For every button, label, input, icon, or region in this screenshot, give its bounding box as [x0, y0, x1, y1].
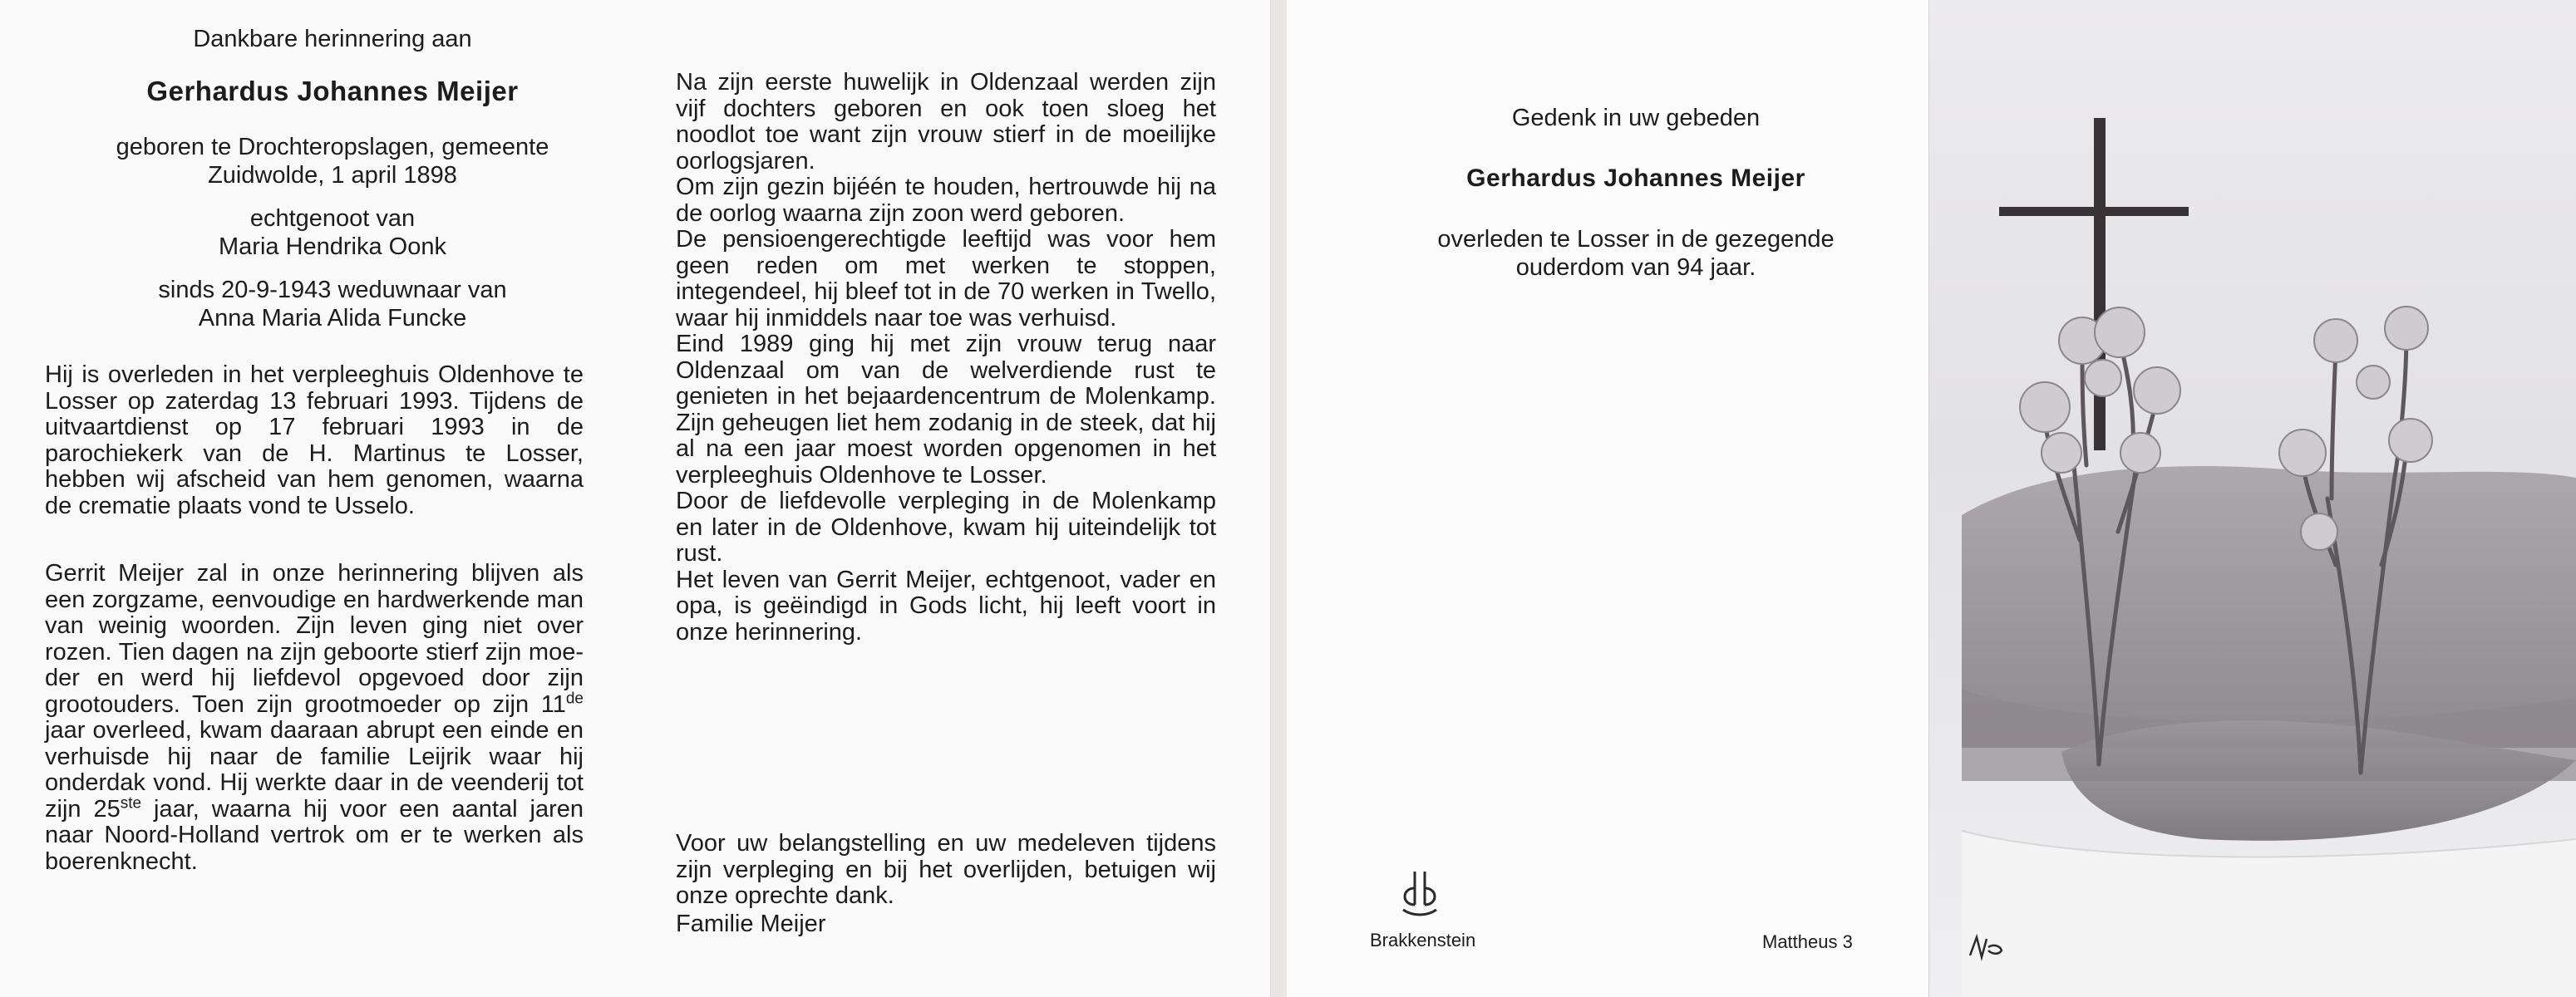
- spouse-info: [42, 204, 623, 261]
- bio-life-part: jaar, waarna hij voor een aantal jaren naar Noord-Holland vertrok om er te werken als boerenknecht.: [45, 795, 584, 875]
- birth-info: [42, 133, 623, 189]
- bio-paragraph: Na zijn eerste huwelijk in Oldenzaal werden zijn vijf dochters geboren en ook toen sloeg het noodlot toe want zijn vrouw stierf in de moeilijke oorlogsjaren.: [676, 69, 1216, 174]
- bio-column-2: [676, 70, 1216, 646]
- memorial-block: [1345, 104, 1927, 282]
- bio-life-text: [45, 561, 584, 875]
- widower-line: sinds 20-9-1943 weduwnaar van: [158, 277, 507, 303]
- deceased-name: Gerhardus Johannes Meijer: [1466, 165, 1805, 192]
- bio-life-part: jaar overleed, kwam daaraan abrupt een einde en verhuisde hij naar de familie Leijrik waar hij onderdak vond. Hij werkte daar in de veenderij tot zijn: [45, 717, 584, 823]
- bio-paragraph: Het leven van Gerrit Meijer, echtgenoot, vader en opa, is geëindigd in Gods licht, hij leeft voort in onze herinnering.: [676, 566, 1216, 646]
- left-page: [0, 0, 1270, 997]
- publisher-logo: [1370, 868, 1476, 951]
- birth-line: geboren te Drochteropslagen, gemeente: [116, 134, 549, 160]
- fold-line: [1270, 0, 1271, 997]
- bio-paragraph: De pensioengerechtigde leeftijd was voor hem geen reden om met werken te stoppen, integendeel, hij bleef tot in de 70 werken in Twello, waar hij inmiddels naar toe was verhuisd.: [676, 226, 1216, 332]
- cross-and-trees-painting: [1928, 0, 2576, 997]
- birth-line: Zuidwolde, 1 april 1898: [208, 162, 457, 189]
- ordinal-number: 25: [93, 795, 121, 823]
- thanks-text: Voor uw belangstelling en uw medeleven tijdens zijn verpleging en bij het overlijden, betuigen wij onze oprechte dank.: [676, 830, 1216, 909]
- death-line: overleden te Losser in de gezegende: [1437, 226, 1835, 253]
- widower-line: Anna Maria Alida Funcke: [198, 305, 467, 332]
- spouse-line: echtgenoot van: [249, 205, 416, 232]
- ordinal-suffix: ste: [120, 793, 142, 812]
- widower-info: [42, 276, 623, 332]
- bio-life-part: Gerrit Meijer zal in onze herinnering blijven als een zorgzame, eenvoudige en hardwerkende man van weinig woorden. Zijn leven ging niet over rozen. Tien dagen na zijn geboorte stierf zijn moeder en werd hij liefdevol opgevoed door zijn grootouders. Toen zijn grootmoeder op zijn: [45, 560, 584, 718]
- header-block: [42, 25, 623, 347]
- cross-horizontal: [1999, 207, 2189, 216]
- deceased-name: Gerhardus Johannes Meijer: [146, 76, 519, 106]
- bio-paragraph: Door de liefdevolle verpleging in de Molenkamp en later in de Oldenhove, kwam hij uiteindelijk tot rust.: [676, 488, 1216, 567]
- ordinal-suffix: de: [565, 689, 584, 707]
- bio-paragraph: Eind 1989 ging hij met zijn vrouw terug naar Oldenzaal om van de welverdiende rust te genieten in het bejaardencentrum de Molenkamp. Zijn geheugen liet hem zodanig in de steek, dat hij al na een jaar moest worden opgenomen in het verpleeghuis Oldenhove te Losser.: [676, 331, 1216, 489]
- cross-vertical: [2094, 118, 2106, 450]
- family-signature: Familie Meijer: [676, 910, 826, 937]
- bio-paragraph: Om zijn gezin bijéén te houden, hertrouwde hij na de oorlog waarna zijn zoon werd geboren.: [676, 174, 1216, 227]
- thanks-block: [676, 831, 1216, 937]
- ordinal-number: 11: [540, 690, 566, 718]
- bio-intro: [45, 362, 584, 536]
- greeting: Dankbare herinnering aan: [193, 26, 472, 52]
- death-line: ouderdom van 94 jaar.: [1515, 254, 1756, 281]
- spouse-line: Maria Hendrika Oonk: [219, 233, 446, 260]
- bible-verse: Mattheus 3: [1762, 931, 1853, 952]
- bio-life: [45, 561, 584, 891]
- prayer-line: Gedenk in uw gebeden: [1511, 105, 1761, 131]
- publisher-name: Brakkenstein: [1370, 930, 1476, 950]
- memorial-artwork: [1928, 0, 2576, 997]
- right-page: [1287, 0, 2576, 997]
- brakkenstein-logo: [1396, 868, 1443, 920]
- bio-intro-text: Hij is overleden in het verpleeghuis Oldenhove te Losser op zaterdag 13 februari 1993. Tijdens de uitvaartdienst op 17 februari 1993 in de parochiekerk van de H. Martinus te Losser, hebben wij afscheid van hem genomen, waarna de crematie plaats vond te Usselo.: [45, 361, 584, 519]
